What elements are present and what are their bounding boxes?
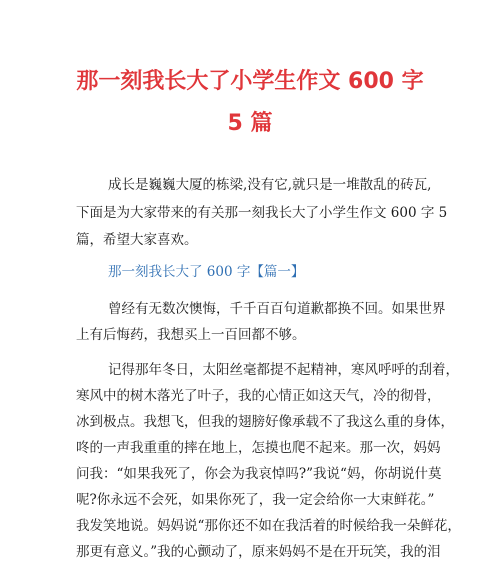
paragraph-line: 寒风中的树木落光了叶子，我的心情正如这天气，冷的彻骨， bbox=[76, 388, 441, 404]
paragraph-line: 呢?你永远不会死，如果你死了，我一定会给你一大束鲜花。” bbox=[76, 492, 435, 508]
intro-line: 篇，希望大家喜欢。 bbox=[76, 232, 198, 248]
intro-line: 下面是为大家带来的有关那一刻我长大了小学生作文 600 字 5 bbox=[76, 205, 448, 221]
paragraph-line: 曾经有无数次懊悔，千千百百句道歉都换不回。如果世界 bbox=[108, 301, 446, 317]
paragraph-line: 上有后悔药，我想买上一百回都不够。 bbox=[76, 327, 306, 343]
intro-line: 成长是巍巍大厦的栋梁,没有它,就只是一堆散乱的砖瓦, bbox=[108, 177, 432, 193]
section-heading: 那一刻我长大了 600 字【篇一】 bbox=[108, 264, 305, 280]
document-title-line1: 那一刻我长大了小学生作文 600 字 bbox=[76, 69, 424, 94]
paragraph-line: 我发笑地说。妈妈说“那你还不如在我活着的时候给我一朵鲜花， bbox=[76, 518, 461, 534]
paragraph-line: 问我：“如果我死了，你会为我哀悼吗?”我说“妈，你胡说什莫 bbox=[76, 466, 442, 482]
paragraph-line: 那更有意义。”我的心颤动了，原来妈妈不是在开玩笑，我的泪 bbox=[76, 544, 441, 560]
document-title-line2: 5 篇 bbox=[227, 111, 273, 136]
paragraph-line: 记得那年冬日，太阳丝毫都提不起精神，寒风呼呼的刮着， bbox=[108, 362, 459, 378]
paragraph-line: 冰到极点。我想飞，但我的翅膀好像承载不了我这么重的身体， bbox=[76, 414, 454, 430]
paragraph-line: 咚的一声我重重的摔在地上，怎摸也爬不起来。那一次，妈妈 bbox=[76, 440, 441, 456]
